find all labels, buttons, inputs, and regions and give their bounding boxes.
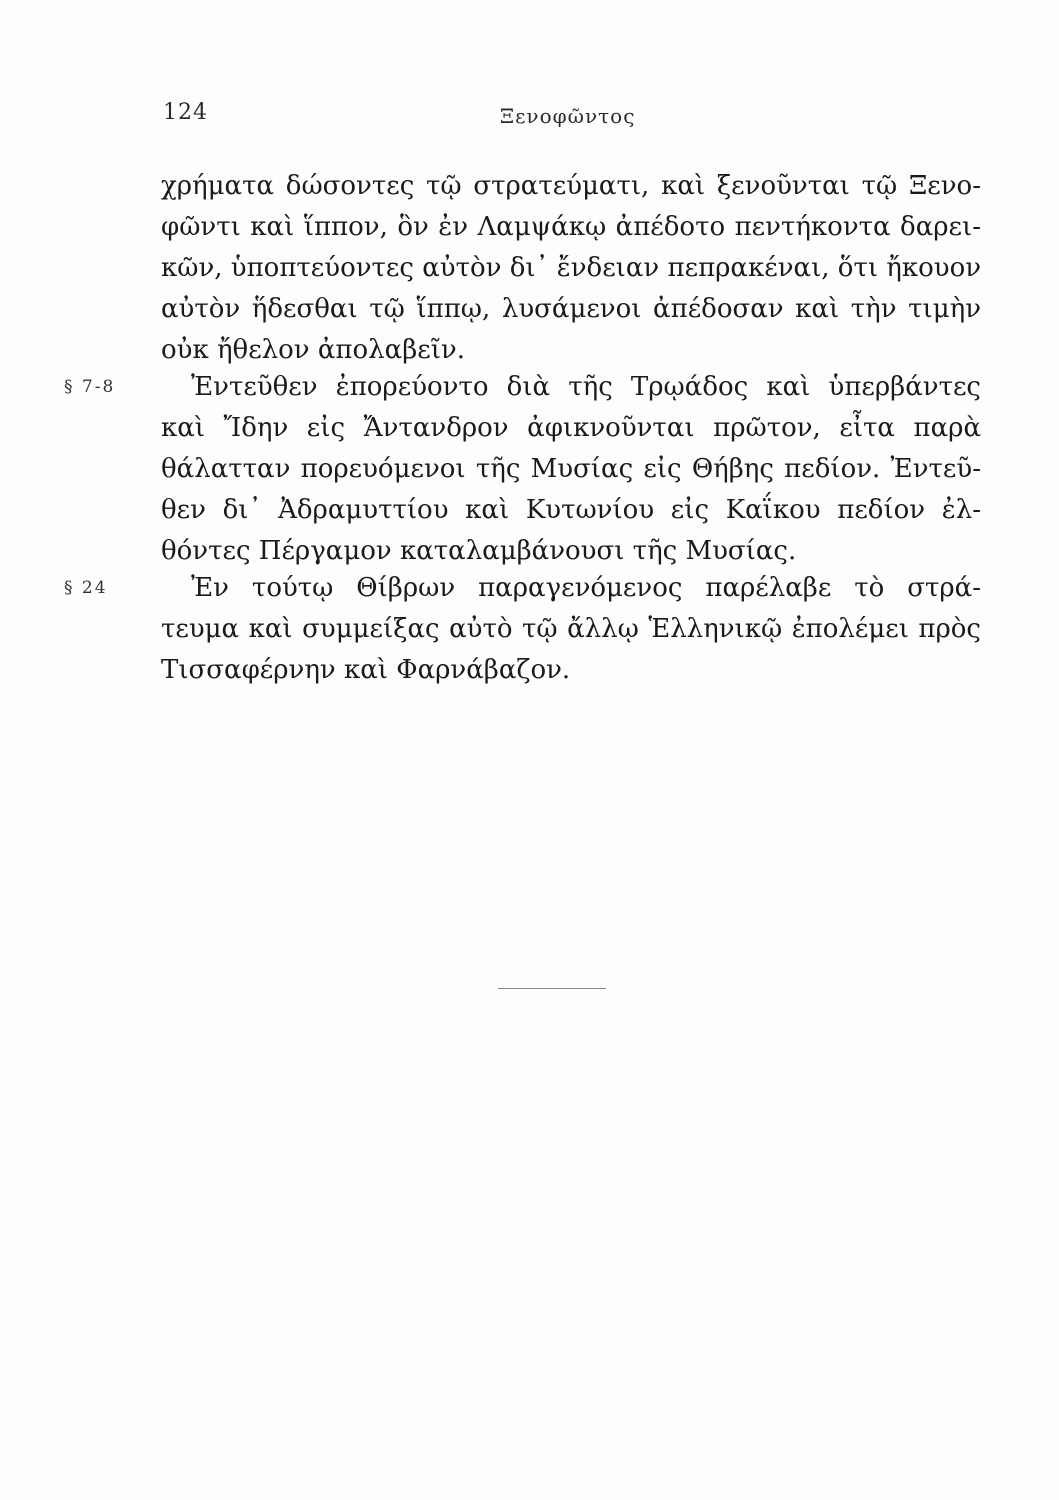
text-line: φῶντι καὶ ἵππον, ὃν ἐν Λαμψάκῳ ἀπέδοτο πεντήκοντα δαρει- — [161, 212, 981, 242]
text-line: τευμα καὶ συμμείξας αὐτὸ τῷ ἄλλῳ Ἑλληνικῷ ἐπολέμει πρὸς — [161, 614, 981, 644]
section-reference: § 24 — [64, 578, 108, 598]
text-line: θόντες Πέργαμον καταλαμβάνουσι τῆς Μυσίας. — [161, 536, 797, 566]
text-line: Ἐν τούτῳ Θίβρων παραγενόμενος παρέλαβε τὸ στρά- — [191, 573, 981, 603]
text-line: Τισσαφέρνην καὶ Φαρνάβαζον. — [161, 655, 571, 685]
divider-rule — [498, 988, 606, 989]
text-line: θεν δι᾽ Ἀδραμυττίου καὶ Κυτωνίου εἰς Καΐκου πεδίον ἐλ- — [161, 495, 981, 525]
text-line: οὐκ ἤθελον ἀπολαβεῖν. — [161, 335, 465, 365]
text-line: θάλατταν πορευόμενοι τῆς Μυσίας εἰς Θήβης πεδίον. Ἐντεῦ- — [161, 454, 981, 484]
text-line: χρήματα δώσοντες τῷ στρατεύματι, καὶ ξενοῦνται τῷ Ξενο- — [161, 171, 981, 201]
running-head: Ξενοφῶντος — [500, 104, 636, 128]
text-line: Ἐντεῦθεν ἐπορεύοντο διὰ τῆς Τρῳάδος καὶ ὑπερβάντες — [191, 372, 981, 402]
page-number: 124 — [163, 100, 208, 125]
section-reference: § 7-8 — [64, 377, 116, 397]
text-line: καὶ Ἴδην εἰς Ἄντανδρον ἀφικνοῦνται πρῶτον, εἶτα παρὰ — [161, 413, 981, 443]
text-line: αὐτὸν ἥδεσθαι τῷ ἵππῳ, λυσάμενοι ἀπέδοσαν καὶ τὴν τιμὴν — [161, 294, 981, 324]
text-line: κῶν, ὑποπτεύοντες αὐτὸν δι᾽ ἔνδειαν πεπρακέναι, ὅτι ἤκουον — [161, 253, 982, 283]
